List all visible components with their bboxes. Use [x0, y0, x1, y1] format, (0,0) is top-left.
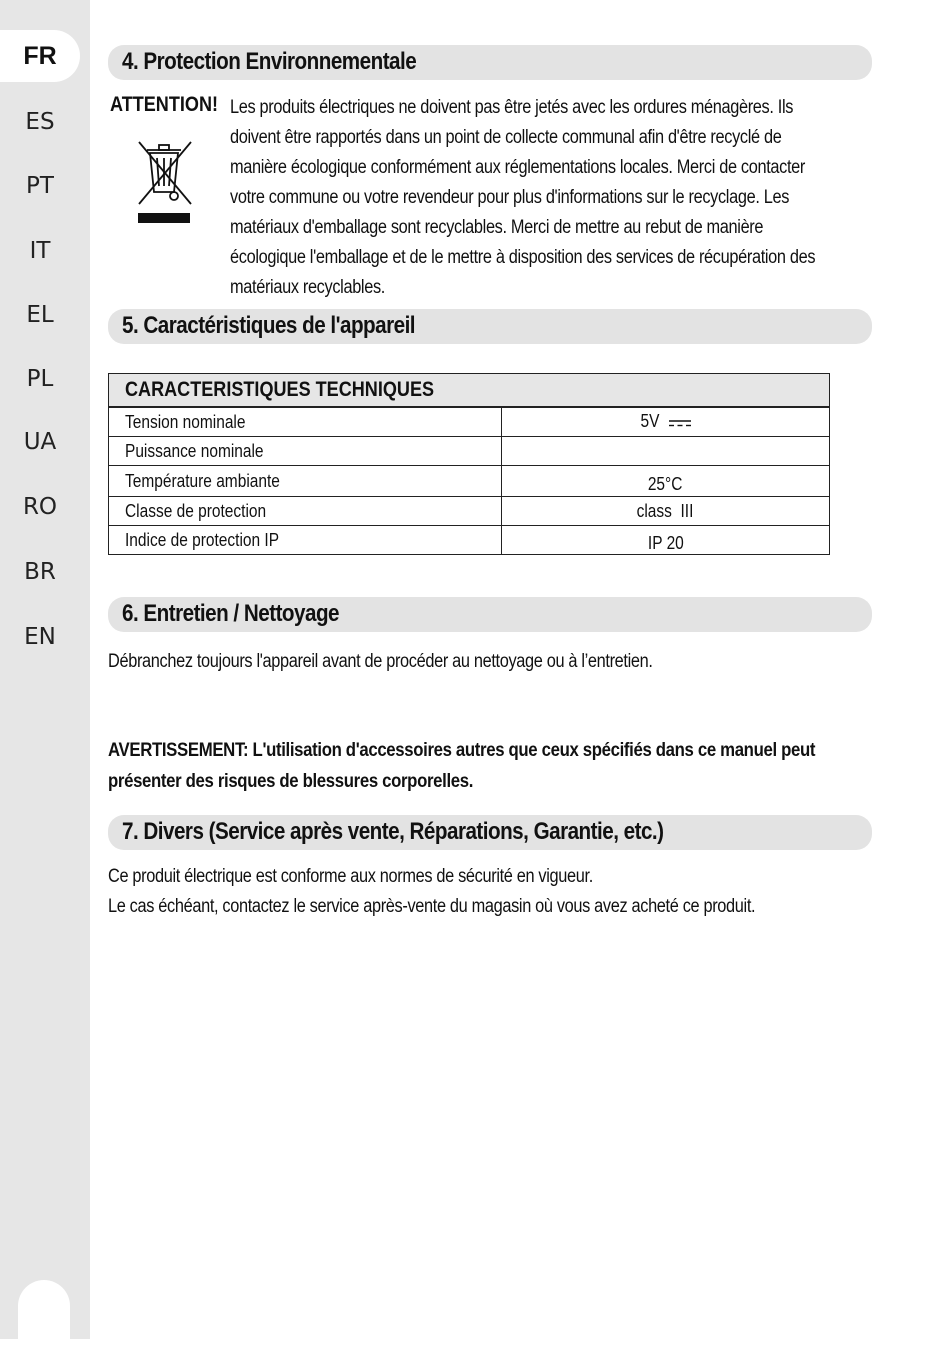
section-4-line: matériaux recyclables.	[230, 277, 385, 298]
spec-label: Classe de protection	[109, 497, 502, 526]
lang-tab-el[interactable]: EL	[26, 302, 54, 328]
table-row	[109, 407, 830, 437]
page-tab	[18, 1280, 70, 1350]
tech-specs-table	[108, 373, 830, 555]
section-4-line: doivent être rapportés dans un point de collecte communal afin d'être recyclé de	[230, 127, 782, 148]
lang-tab-fr[interactable]: FR	[23, 42, 57, 70]
attention-label: ATTENTION!	[110, 93, 219, 116]
spec-label: Tension nominale	[109, 407, 502, 437]
dc-current-icon	[668, 412, 692, 433]
section-4-line: votre commune ou votre revendeur pour plus d'informations sur le recyclage. Les	[230, 187, 790, 208]
section-4-line: Les produits électriques ne doivent pas être jetés avec les ordures ménagères. Ils	[230, 97, 794, 118]
table-row	[109, 466, 830, 497]
lang-tab-ua[interactable]: UA	[23, 429, 57, 455]
lang-tab-pl[interactable]: PL	[26, 366, 54, 392]
spec-value	[502, 437, 830, 466]
section-7-body	[108, 862, 861, 922]
spec-value: class III	[502, 497, 830, 526]
lang-tab-es[interactable]: ES	[25, 109, 55, 135]
section-4-line: manière écologique conformément aux réglementations locales. Merci de contacter	[230, 157, 806, 178]
table-row	[109, 437, 830, 466]
spec-label: Puissance nominale	[109, 437, 502, 466]
section-7-line: Le cas échéant, contactez le service après-vente du magasin où vous avez acheté ce produit.	[108, 896, 756, 917]
section-4-line: matériaux d'emballage sont recyclables. Merci de mettre au rebut de manière	[230, 217, 764, 238]
table-row	[109, 497, 830, 526]
lang-tab-pt[interactable]: PT	[26, 173, 54, 199]
spec-value: IP 20	[502, 526, 830, 555]
lang-tab-br[interactable]: BR	[24, 559, 56, 585]
warning-text	[108, 735, 815, 797]
section-7-line: Ce produit électrique est conforme aux normes de sécurité en vigueur.	[108, 866, 593, 887]
weee-crossed-bin-icon	[135, 140, 193, 233]
section-4-header	[108, 45, 872, 80]
lang-tab-en[interactable]: EN	[24, 624, 56, 650]
warning-line: AVERTISSEMENT: L'utilisation d'accessoires autres que ceux spécifiés dans ce manuel peut	[108, 739, 816, 761]
section-4-line: écologique l'emballage et de le mettre à disposition des services de récupération des	[230, 247, 816, 268]
spec-label: Température ambiante	[109, 466, 502, 497]
section-7-header	[108, 815, 872, 850]
section-4-body	[230, 93, 910, 303]
spec-value: 25°C	[502, 466, 830, 497]
lang-tab-ro[interactable]: RO	[22, 494, 58, 520]
section-7-title: 7. Divers (Service après vente, Réparations, Garantie, etc.)	[122, 818, 664, 845]
section-6-text: Débranchez toujours l'appareil avant de procéder au nettoyage ou à l’entretien.	[108, 651, 653, 672]
section-5-title: 5. Caractéristiques de l'appareil	[122, 312, 416, 339]
warning-line: présenter des risques de blessures corporelles.	[108, 770, 474, 792]
spec-value: 5V	[502, 407, 830, 437]
section-5-header	[108, 309, 872, 344]
spec-label: Indice de protection IP	[109, 526, 502, 555]
section-6-header	[108, 597, 872, 632]
table-header-row	[109, 374, 830, 408]
section-4-title: 4. Protection Environnementale	[122, 48, 417, 75]
table-title: CARACTERISTIQUES TECHNIQUES	[109, 374, 830, 408]
language-sidebar	[0, 0, 90, 1339]
section-6-title: 6. Entretien / Nettoyage	[122, 600, 340, 627]
lang-tab-it[interactable]: IT	[29, 238, 51, 264]
table-row	[109, 526, 830, 555]
